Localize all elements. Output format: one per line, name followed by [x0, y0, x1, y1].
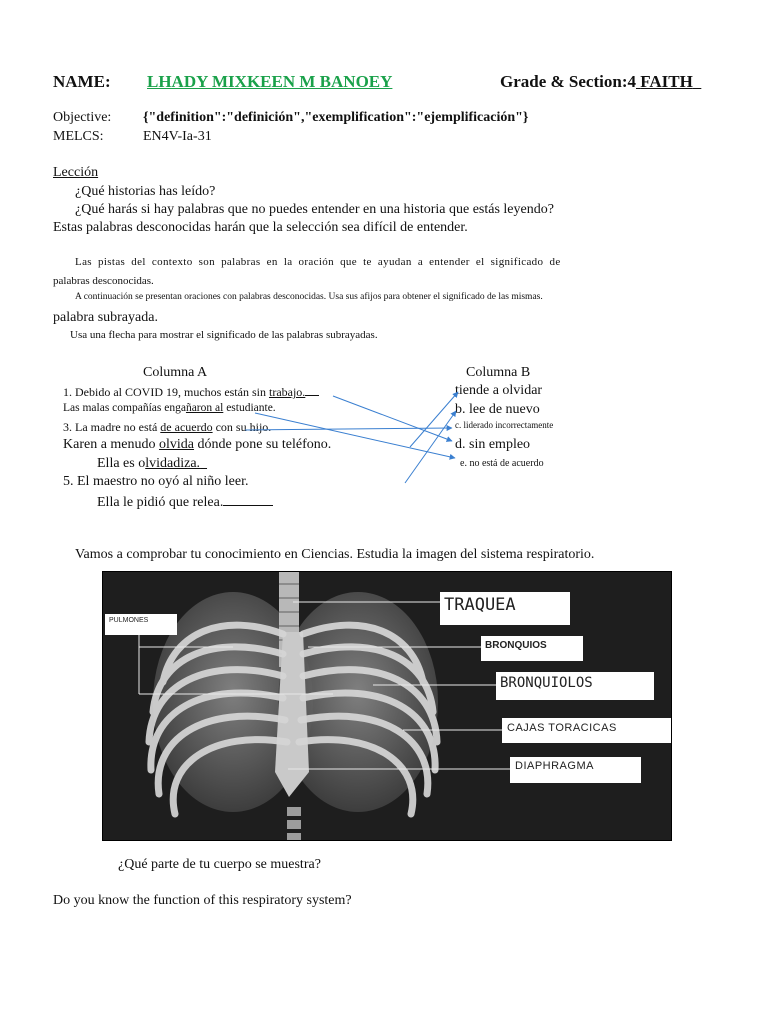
meaning-a: tiende a olvidar [455, 383, 543, 398]
section-name: FAITH [640, 72, 693, 91]
meaning-c: c. liderado incorrectamente [455, 420, 554, 430]
science-question-1: ¿Qué parte de tu cuerpo se muestra? [118, 857, 321, 872]
column-a-title: Columna A [143, 365, 208, 380]
label-pulmones: PULMONES [105, 614, 177, 635]
underlined-word-4: olvida [159, 437, 195, 452]
grade-number: 4 [627, 72, 636, 91]
label-traquea: TRAQUEA [440, 592, 570, 625]
melcs-value: EN4V-Ia-31 [143, 129, 212, 144]
sentence-4b: Ella es olvidadiza. [97, 456, 201, 471]
meaning-e: e. no está de acuerdo [460, 458, 544, 469]
underlined-word-2: ñaron al [185, 402, 224, 414]
underlined-word-1: trabajo. [268, 385, 306, 399]
sentence-4: Karen a menudo olvida dónde pone su teléfono. [63, 437, 332, 452]
lesson-paragraph-2b: palabras desconocidas. [53, 275, 154, 287]
lesson-paragraph-1: Estas palabras desconocidas harán que la selección sea difícil de entender. [53, 220, 468, 235]
label-cajas-toracicas: CAJAS TORACICAS [502, 718, 671, 743]
arrow-2 [255, 413, 455, 458]
objective-label: Objective: [53, 110, 112, 125]
sentence-2: Las malas compañías engañaron al estudiante. [63, 402, 276, 414]
label-diaphragma: DIAPHRAGMA [510, 757, 641, 783]
science-question-2: Do you know the function of this respiratory system? [53, 893, 352, 908]
lesson-title: Lección [53, 165, 99, 180]
label-bronquios: BRONQUIOS [481, 636, 583, 661]
ribcage-illustration [103, 572, 671, 840]
lesson-paragraph-2a: Las pistas del contexto son palabras en la oración que te ayudan a entender el significado de [75, 256, 561, 268]
lesson-question-2: ¿Qué harás si hay palabras que no puedes entender en una historia que estás leyendo? [75, 202, 554, 217]
sentence-5b: Ella le pidió que relea. [97, 493, 273, 511]
arrow-4 [410, 392, 458, 447]
underlined-word-3: de acuerdo [160, 420, 213, 434]
respiratory-system-figure [102, 571, 672, 841]
arrow-5 [405, 411, 456, 483]
objective-value: {"definition":"definición","exemplification":"ejemplificación"} [143, 110, 529, 125]
grade-section-label: Grade & Section: [500, 72, 628, 91]
meaning-b: b. lee de nuevo [455, 402, 540, 417]
column-b-title: Columna B [466, 365, 531, 380]
sentence-5: 5. El maestro no oyó al niño leer. [63, 474, 249, 489]
lesson-paragraph-3: A continuación se presentan oraciones con palabras desconocidas. Usa sus afijos para obtener el significado de las mismas. [75, 292, 543, 302]
lesson-paragraph-4: palabra subrayada. [53, 310, 158, 325]
student-name: LHADY MIXKEEN M BANOEY [147, 72, 393, 91]
name-label: NAME: [53, 72, 111, 91]
underlined-word-5: lvidadiza. [145, 456, 201, 471]
meaning-d: d. sin empleo [455, 437, 531, 452]
lesson-instruction: Usa una flecha para mostrar el significado de las palabras subrayadas. [70, 329, 378, 341]
lesson-question-1: ¿Qué historias has leído? [75, 184, 216, 199]
sentence-1: 1. Debido al COVID 19, muchos están sin trabajo. [63, 383, 319, 400]
melcs-label: MELCS: [53, 129, 104, 144]
label-bronquiolos: BRONQUIOLOS [496, 672, 654, 700]
sentence-3: 3. La madre no está de acuerdo con su hijo. [63, 420, 272, 434]
science-intro: Vamos a comprobar tu conocimiento en Ciencias. Estudia la imagen del sistema respiratorio. [75, 547, 595, 562]
